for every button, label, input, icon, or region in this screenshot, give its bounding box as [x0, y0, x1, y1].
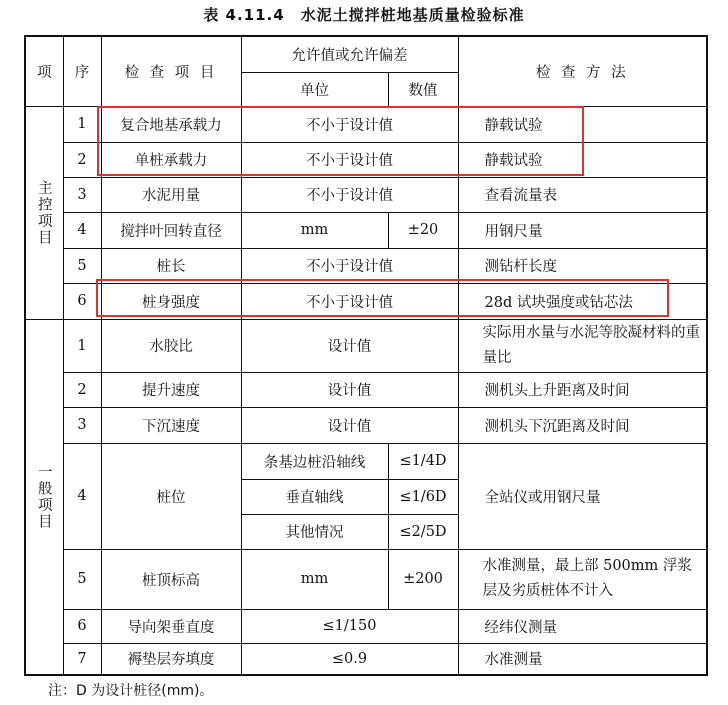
unit-cell: mm [241, 549, 388, 609]
header-allowed: 允许值或允许偏差 [241, 36, 458, 72]
method-cell: 静载试验 [458, 106, 707, 142]
table-row [25, 319, 707, 372]
method-cell: 经纬仪测量 [458, 609, 707, 643]
allowed-cell: 不小于设计值 [241, 142, 458, 177]
allowed-cell: 不小于设计值 [241, 177, 458, 212]
unit-cell: mm [241, 212, 388, 248]
table-row [25, 443, 707, 479]
item-cell: 提升速度 [101, 372, 241, 407]
unit-cell: 其他情况 [241, 514, 388, 549]
header-seq: 序 [63, 36, 101, 106]
method-cell: 测机头上升距离及时间 [458, 372, 707, 407]
table-row [25, 142, 707, 177]
table-title: 表 4.11.4 水泥土搅拌桩地基质量检验标准 [203, 6, 525, 24]
method-cell: 28d 试块强度或钻芯法 [458, 283, 707, 319]
category-main: 主控项目 [25, 106, 63, 319]
table-row [25, 643, 707, 675]
seq-cell: 2 [63, 142, 101, 177]
footnote: 注：D 为设计桩径(mm)。 [48, 683, 214, 699]
table-row [25, 407, 707, 443]
method-cell: 水准测量 [458, 643, 707, 675]
item-cell: 褥垫层夯填度 [101, 643, 241, 675]
category-general: 一般项目 [25, 319, 63, 675]
table-row [25, 248, 707, 283]
table-row [25, 106, 707, 142]
item-cell: 导向架垂直度 [101, 609, 241, 643]
seq-cell: 3 [63, 407, 101, 443]
seq-cell: 1 [63, 319, 101, 372]
item-cell: 下沉速度 [101, 407, 241, 443]
seq-cell: 7 [63, 643, 101, 675]
item-cell: 桩顶标高 [101, 549, 241, 609]
unit-cell: 条基边桩沿轴线 [241, 443, 388, 479]
seq-cell: 6 [63, 609, 101, 643]
method-cell: 用钢尺量 [458, 212, 707, 248]
value-cell: ≤1/4D [388, 443, 458, 479]
item-cell: 搅拌叶回转直径 [101, 212, 241, 248]
table-row [25, 372, 707, 407]
method-cell: 静载试验 [458, 142, 707, 177]
table-row [25, 549, 707, 609]
method-cell: 测机头下沉距离及时间 [458, 407, 707, 443]
allowed-cell: 设计值 [241, 372, 458, 407]
allowed-cell: 不小于设计值 [241, 106, 458, 142]
value-cell: ±200 [388, 549, 458, 609]
method-cell: 测钻杆长度 [458, 248, 707, 283]
unit-cell: 垂直轴线 [241, 479, 388, 514]
seq-cell: 5 [63, 248, 101, 283]
table-row [25, 609, 707, 643]
header-category: 项 [25, 36, 63, 106]
allowed-cell: 不小于设计值 [241, 248, 458, 283]
seq-cell: 1 [63, 106, 101, 142]
method-cell: 全站仪或用钢尺量 [458, 443, 707, 549]
seq-cell: 4 [63, 443, 101, 549]
value-cell: ±20 [388, 212, 458, 248]
item-cell: 水胶比 [101, 319, 241, 372]
item-cell: 桩长 [101, 248, 241, 283]
seq-cell: 3 [63, 177, 101, 212]
seq-cell: 6 [63, 283, 101, 319]
method-cell: 查看流量表 [458, 177, 707, 212]
item-cell: 单桩承载力 [101, 142, 241, 177]
item-cell: 水泥用量 [101, 177, 241, 212]
table-row [25, 177, 707, 212]
header-method: 检 查 方 法 [458, 36, 707, 106]
quality-standard-table [24, 35, 708, 676]
value-cell: ≤2/5D [388, 514, 458, 549]
table-row [25, 212, 707, 248]
item-cell: 桩位 [101, 443, 241, 549]
header-unit: 单位 [241, 72, 388, 106]
method-cell: 水准测量，最上部 500mm 浮浆层及劣质桩体不计入 [458, 549, 707, 609]
seq-cell: 2 [63, 372, 101, 407]
value-cell: ≤1/6D [388, 479, 458, 514]
allowed-cell: 设计值 [241, 319, 458, 372]
allowed-cell: ≤0.9 [241, 643, 458, 675]
item-cell: 桩身强度 [101, 283, 241, 319]
item-cell: 复合地基承载力 [101, 106, 241, 142]
table-row [25, 283, 707, 319]
allowed-cell: ≤1/150 [241, 609, 458, 643]
seq-cell: 5 [63, 549, 101, 609]
allowed-cell: 不小于设计值 [241, 283, 458, 319]
header-item: 检 查 项 目 [101, 36, 241, 106]
header-value: 数值 [388, 72, 458, 106]
seq-cell: 4 [63, 212, 101, 248]
allowed-cell: 设计值 [241, 407, 458, 443]
method-cell: 实际用水量与水泥等胶凝材料的重量比 [458, 319, 707, 372]
